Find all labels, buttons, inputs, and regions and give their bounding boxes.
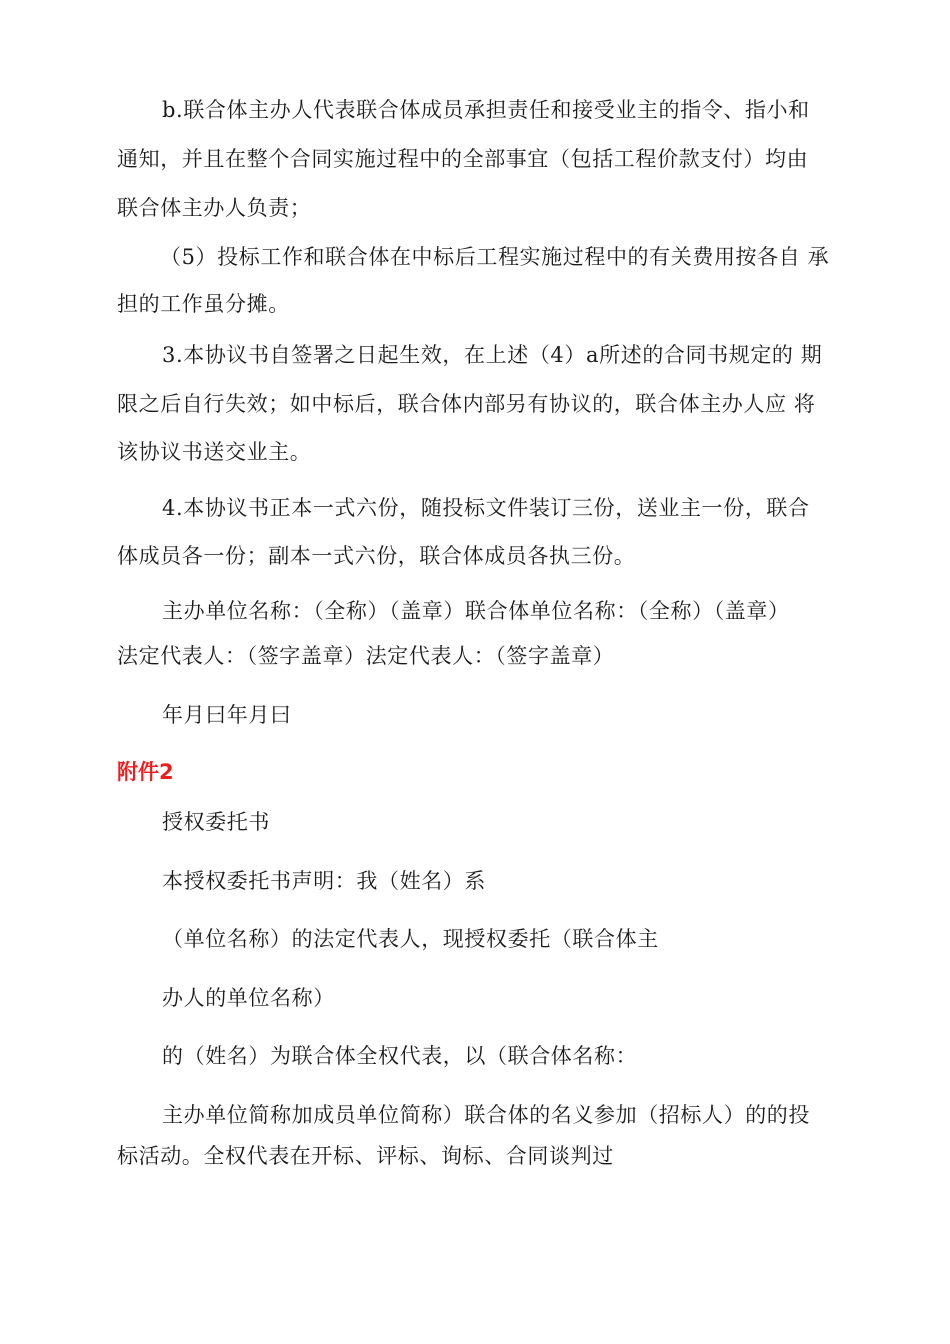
paragraph-line: 标活动。全权代表在开标、评标、询标、合同谈判过: [117, 1144, 614, 1168]
paragraph-line: 通知，并且在整个合同实施过程中的全部事宜（包括工程价款支付）均由: [117, 147, 809, 171]
paragraph-line: 3.本协议书自签署之日起生效，在上述（4）a所述的合同书规定的 期: [162, 343, 823, 367]
paragraph-line: 主办单位简称加成员单位简称）联合体的名义参加（招标人）的的投: [162, 1103, 810, 1127]
attachment-title: 授权委托书: [162, 810, 270, 834]
paragraph-line: （单位名称）的法定代表人，现授权委托（联合体主: [162, 927, 659, 951]
paragraph-line: 体成员各一份；副本一式六份，联合体成员各执三份。: [117, 544, 636, 568]
attachment-heading: 附件2: [117, 760, 174, 784]
signature-line: 法定代表人：（签字盖章）法定代表人：（签字盖章）: [117, 644, 615, 668]
paragraph-line: 办人的单位名称）: [162, 986, 335, 1010]
paragraph-line: 限之后自行失效；如中标后，联合体内部另有协议的，联合体主办人应 将: [117, 392, 816, 416]
paragraph-line: 4.本协议书正本一式六份，随投标文件装订三份，送业主一份，联合: [162, 496, 810, 520]
paragraph-line: 的（姓名）为联合体全权代表，以（联合体名称：: [162, 1044, 638, 1068]
paragraph-line: 联合体主办人负责；: [117, 196, 312, 220]
paragraph-line: 担的工作虽分摊。: [117, 292, 290, 316]
paragraph-line: b.联合体主办人代表联合体成员承担责任和接受业主的指令、指小和: [162, 98, 810, 122]
paragraph-line: 本授权委托书声明：我（姓名）系: [162, 869, 486, 893]
date-line: 年月曰年月曰: [162, 703, 292, 727]
paragraph-line: 该协议书送交业主。: [117, 440, 312, 464]
paragraph-line: （5）投标工作和联合体在中标后工程实施过程中的有关费用按各自 承: [160, 245, 830, 269]
signature-line: 主办单位名称：（全称）（盖章）联合体单位名称：（全称）（盖章）: [162, 599, 790, 623]
